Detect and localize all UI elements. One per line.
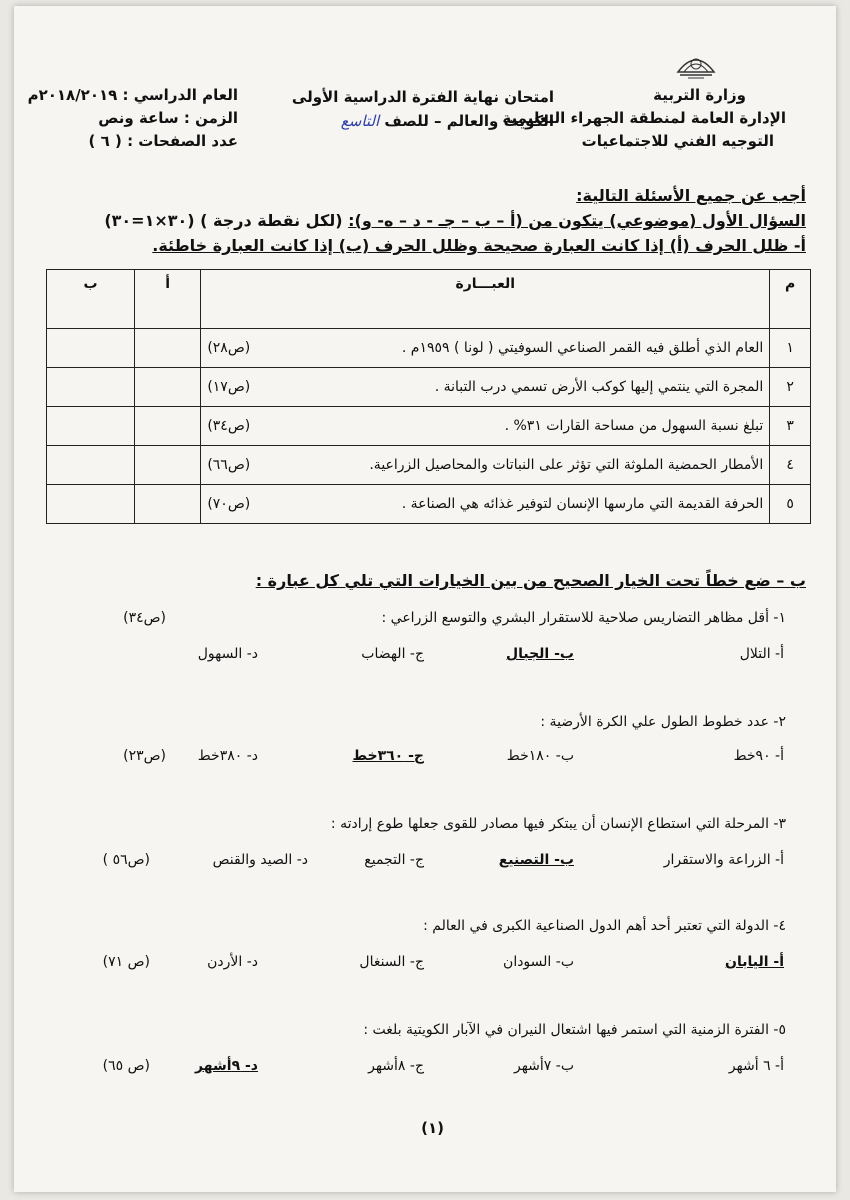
statement-text: المجرة التي ينتمي إليها كوكب الأرض تسمي درب التبانة . bbox=[434, 379, 764, 395]
mcq-option-correct[interactable]: ب- الجبال bbox=[505, 646, 574, 662]
subject-label: الكويت والعالم – للصف bbox=[384, 112, 554, 130]
page-ref: (ص١٧) bbox=[207, 379, 251, 395]
mcq-option[interactable]: ب- ١٨٠خط bbox=[506, 748, 574, 764]
mcq-option[interactable]: ب- ٧أشهر bbox=[513, 1058, 574, 1074]
row-statement bbox=[201, 446, 770, 485]
answer-a-cell[interactable] bbox=[135, 446, 201, 485]
header-a: أ bbox=[135, 270, 201, 329]
header-statement: العبـــارة bbox=[201, 270, 770, 329]
q1-title: السؤال الأول (موضوعي) يتكون من (أ – ب – جـ - د – ه- و): bbox=[348, 211, 806, 230]
exam-title: امتحان نهاية الفترة الدراسية الأولى bbox=[291, 88, 554, 106]
mcq-question-3: ٣- المرحلة التي استطاع الإنسان أن يبتكر فيها مصادر للقوى جعلها طوع إرادته : bbox=[330, 816, 786, 832]
page-ref: (ص٧٠) bbox=[207, 496, 251, 512]
statement-text: العام الذي أطلق فيه القمر الصناعي السوفيتي ( لونا ) ١٩٥٩م . bbox=[401, 340, 764, 356]
row-num: ٥ bbox=[770, 485, 811, 524]
answer-a-cell[interactable] bbox=[135, 329, 201, 368]
row-num: ١ bbox=[770, 329, 811, 368]
mcq-option[interactable]: أ- ٦ أشهر bbox=[728, 1058, 784, 1074]
answer-a-cell[interactable] bbox=[135, 368, 201, 407]
row-statement bbox=[201, 368, 770, 407]
table-row bbox=[47, 368, 811, 407]
mcq-option[interactable]: أ- الزراعة والاستقرار bbox=[663, 852, 784, 868]
answer-b-cell[interactable] bbox=[47, 446, 135, 485]
mcq-option-correct[interactable]: ج- ٣٦٠خط bbox=[352, 748, 424, 764]
exam-duration: الزمن : ساعة ونص bbox=[98, 109, 238, 127]
mcq-option[interactable]: ج- ٨أشهر bbox=[368, 1058, 424, 1074]
mcq-ref-1: (ص٣٤) bbox=[123, 610, 166, 626]
mcq-question-1: ١- أقل مظاهر التضاريس صلاحية للاستقرار البشري والتوسع الزراعي : bbox=[381, 610, 786, 626]
directorate-name: الإدارة العامة لمنطقة الجهراء التعليمية bbox=[502, 109, 786, 127]
statement-text: الأمطار الحمضية الملوثة التي تؤثر على النباتات والمحاصيل الزراعية. bbox=[369, 457, 764, 473]
answer-a-cell[interactable] bbox=[135, 407, 201, 446]
mcq-option[interactable]: ب- السودان bbox=[503, 954, 574, 970]
part-a-instruction: أ- ظلل الحرف (أ) إذا كانت العبارة صحيحة وظلل الحرف (ب) إذا كانت العبارة خاطئة. bbox=[152, 236, 806, 255]
header-b: ب bbox=[47, 270, 135, 329]
mcq-ref-3: (ص٥٦ ) bbox=[102, 852, 150, 868]
mcq-question-4: ٤- الدولة التي تعتبر أحد أهم الدول الصناعية الكبرى في العالم : bbox=[423, 918, 786, 934]
true-false-table bbox=[46, 269, 811, 524]
q1-heading bbox=[104, 211, 806, 230]
mcq-option[interactable]: ج- الهضاب bbox=[361, 646, 424, 662]
page-ref: (ص٣٤) bbox=[207, 418, 251, 434]
mcq-option[interactable]: ج- التجميع bbox=[364, 852, 424, 868]
row-num: ٤ bbox=[770, 446, 811, 485]
header-num: م bbox=[770, 270, 811, 329]
page-ref: (ص٦٦) bbox=[207, 457, 251, 473]
mcq-option[interactable]: أ- ٩٠خط bbox=[733, 748, 784, 764]
grade-handwritten: التاسع bbox=[340, 112, 380, 130]
table-row bbox=[47, 329, 811, 368]
page-ref: (ص٢٨) bbox=[207, 340, 251, 356]
table-row bbox=[47, 485, 811, 524]
table-row bbox=[47, 446, 811, 485]
ministry-emblem-icon bbox=[674, 42, 718, 82]
mcq-option[interactable]: د- الصيد والقنص bbox=[212, 852, 308, 868]
mcq-question-5: ٥- الفترة الزمنية التي استمر فيها اشتعال النيران في الآبار الكويتية بلغت : bbox=[363, 1022, 786, 1038]
mcq-ref-5: (ص ٦٥) bbox=[102, 1058, 150, 1074]
row-statement bbox=[201, 407, 770, 446]
ministry-name: وزارة التربية bbox=[653, 86, 746, 104]
statement-text: تبلغ نسبة السهول من مساحة القارات ٣١% . bbox=[504, 418, 764, 434]
subject-line bbox=[341, 112, 554, 130]
statement-text: الحرفة القديمة التي مارسها الإنسان لتوفير غذائه هي الصناعة . bbox=[401, 496, 764, 512]
page-count: عدد الصفحات : ( ٦ ) bbox=[88, 132, 238, 150]
department-name: التوجيه الفني للاجتماعيات bbox=[581, 132, 774, 150]
mcq-option[interactable]: د- الأردن bbox=[207, 954, 258, 970]
answer-b-cell[interactable] bbox=[47, 407, 135, 446]
mcq-option[interactable]: د- ٣٨٠خط bbox=[197, 748, 258, 764]
mcq-option-correct[interactable]: أ- اليابان bbox=[725, 954, 784, 970]
academic-year: العام الدراسي : ٢٠١٨/٢٠١٩م bbox=[27, 86, 238, 104]
mcq-option[interactable]: د- السهول bbox=[197, 646, 258, 662]
mcq-option-correct[interactable]: د- ٩أشهر bbox=[195, 1058, 258, 1074]
mcq-option[interactable]: ج- السنغال bbox=[359, 954, 424, 970]
row-num: ٣ bbox=[770, 407, 811, 446]
row-statement bbox=[201, 485, 770, 524]
exam-page bbox=[14, 6, 836, 1192]
row-statement bbox=[201, 329, 770, 368]
mcq-ref-4: (ص ٧١) bbox=[102, 954, 150, 970]
main-instruction: أجب عن جميع الأسئلة التالية: bbox=[576, 186, 806, 205]
page-number: (١) bbox=[421, 1119, 444, 1137]
q1-marks: (لكل نقطة درجة ) (٣٠×١=٣٠) bbox=[104, 211, 343, 230]
table-header-row bbox=[47, 270, 811, 329]
answer-a-cell[interactable] bbox=[135, 485, 201, 524]
mcq-option-correct[interactable]: ب- التصنيع bbox=[498, 852, 574, 868]
row-num: ٢ bbox=[770, 368, 811, 407]
answer-b-cell[interactable] bbox=[47, 485, 135, 524]
mcq-option[interactable]: أ- التلال bbox=[739, 646, 784, 662]
table-row bbox=[47, 407, 811, 446]
mcq-question-2: ٢- عدد خطوط الطول علي الكرة الأرضية : bbox=[540, 714, 786, 730]
answer-b-cell[interactable] bbox=[47, 368, 135, 407]
answer-b-cell[interactable] bbox=[47, 329, 135, 368]
mcq-ref-2: (ص٢٣) bbox=[123, 748, 166, 764]
part-b-instruction: ب – ضع خطاً تحت الخيار الصحيح من بين الخيارات التي تلي كل عبارة : bbox=[255, 571, 806, 590]
